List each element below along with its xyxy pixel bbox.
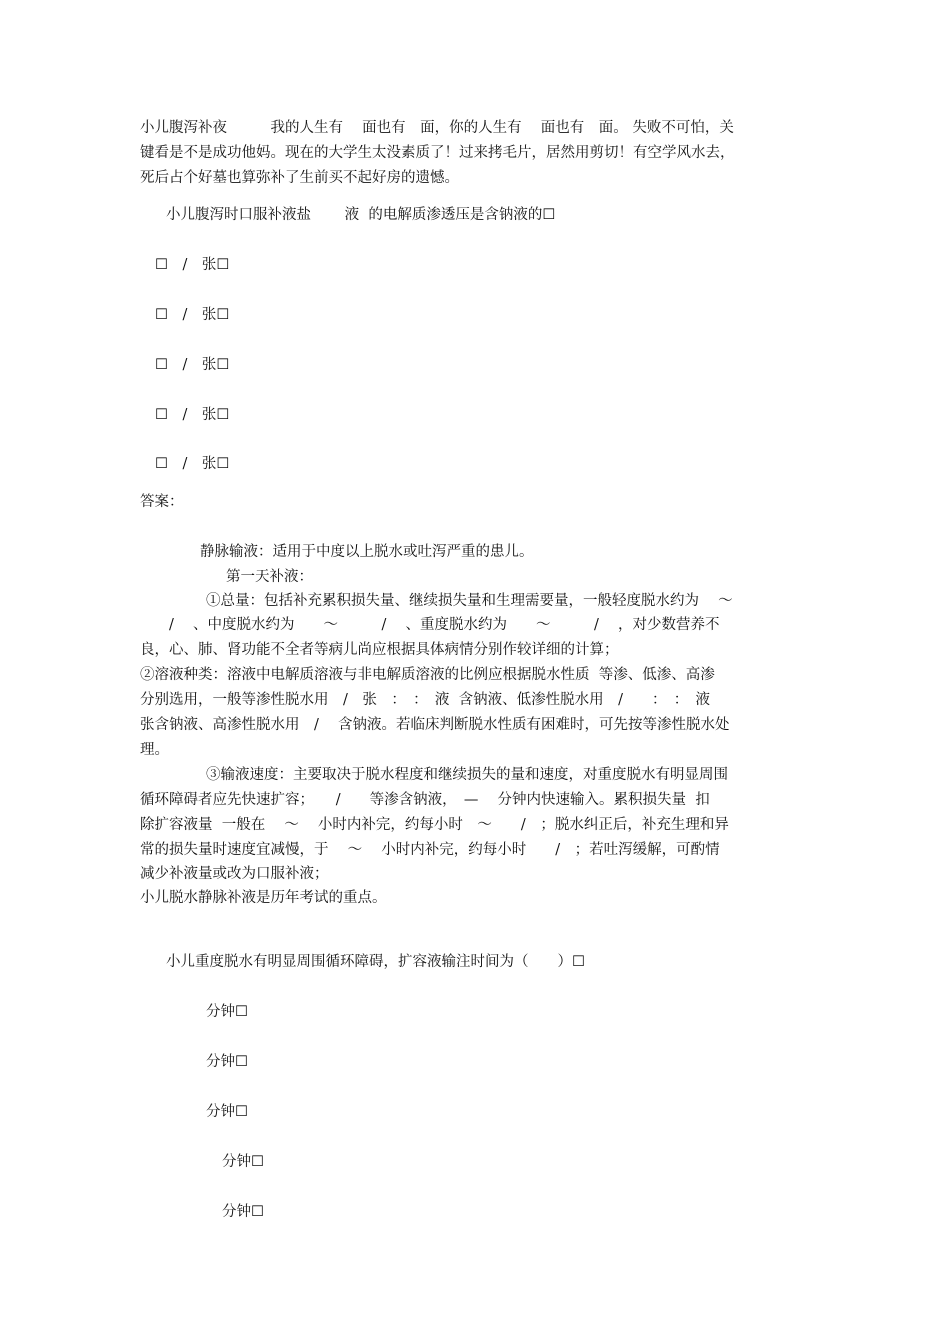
question-2-option: 分钟☐ xyxy=(206,1054,248,1070)
intro-line-3: 死后占个好墓也算弥补了生前买不起好房的遗憾。 xyxy=(140,170,459,186)
intro-line-1: 小儿腹泻补夜 我的人生有 面也有 面，你的人生有 面也有 面。 失败不可怕，关 xyxy=(140,120,734,136)
answer-label: 答案： xyxy=(140,494,184,510)
answer-day1-heading: 第一天补液： xyxy=(226,569,313,585)
answer-total-line: / 、中度脱水约为 ～ / 、重度脱水约为 ～ / ，对少数营养不 xyxy=(140,617,720,633)
question-2-option: 分钟☐ xyxy=(222,1154,264,1170)
answer-rate-line: ③输液速度：主要取决于脱水程度和继续损失的量和速度，对重度脱水有明显周围 xyxy=(206,767,728,783)
intro-line-2: 键看是不是成功他妈。现在的大学生太没素质了！过来拷毛片，居然用剪切！有空学风水去， xyxy=(140,145,735,161)
answer-iv-line: 静脉输液：适用于中度以上脱水或吐泻严重的患儿。 xyxy=(200,544,534,560)
question-1-option: ☐ / 张☐ xyxy=(155,407,230,423)
answer-solution-line: ②溶液种类：溶液中电解质溶液与非电解质溶液的比例应根据脱水性质 等渗、低渗、高渗 xyxy=(140,667,715,683)
answer-solution-line: 张含钠液、高渗性脱水用 / 含钠液。若临床判断脱水性质有困难时，可先按等渗性脱水处 xyxy=(140,717,730,733)
answer-total-line: ①总量：包括补充累积损失量、继续损失量和生理需要量，一般轻度脱水约为 ～ xyxy=(206,593,733,609)
answer-total-line: 良，心、肺、肾功能不全者等病儿尚应根据具体病情分别作较详细的计算； xyxy=(140,642,619,658)
answer-solution-line: 理。 xyxy=(140,742,169,758)
answer-rate-line: 减少补液量或改为口服补液； xyxy=(140,866,329,882)
answer-rate-line: 常的损失量时速度宜减慢，于 ～ 小时内补完，约每小时 / ；若吐泻缓解，可酌情 xyxy=(140,842,720,858)
question-1-option: ☐ / 张☐ xyxy=(155,456,230,472)
question-1-option: ☐ / 张☐ xyxy=(155,357,230,373)
answer-rate-line: 除扩容液量 一般在 ～ 小时内补完，约每小时 ～ / ；脱水纠正后，补充生理和异 xyxy=(140,817,729,833)
question-2-stem: 小儿重度脱水有明显周围循环障碍，扩容液输注时间为（ ）☐ xyxy=(166,954,585,970)
question-2-option: 分钟☐ xyxy=(206,1004,248,1020)
question-2-option: 分钟☐ xyxy=(222,1204,264,1220)
question-1-stem: 小儿腹泻时口服补液盐 液 的电解质渗透压是含钠液的☐ xyxy=(166,207,556,223)
question-1-option: ☐ / 张☐ xyxy=(155,257,230,273)
question-1-option: ☐ / 张☐ xyxy=(155,307,230,323)
answer-key-point: 小儿脱水静脉补液是历年考试的重点。 xyxy=(140,890,387,906)
question-2-option: 分钟☐ xyxy=(206,1104,248,1120)
answer-solution-line: 分别选用，一般等渗性脱水用 / 张 ： ： 液 含钠液、低渗性脱水用 / ： ： 液 xyxy=(140,692,710,708)
answer-rate-line: 循环障碍者应先快速扩容； / 等渗含钠液， — 分钟内快速输入。累积损失量 扣 xyxy=(140,792,710,808)
